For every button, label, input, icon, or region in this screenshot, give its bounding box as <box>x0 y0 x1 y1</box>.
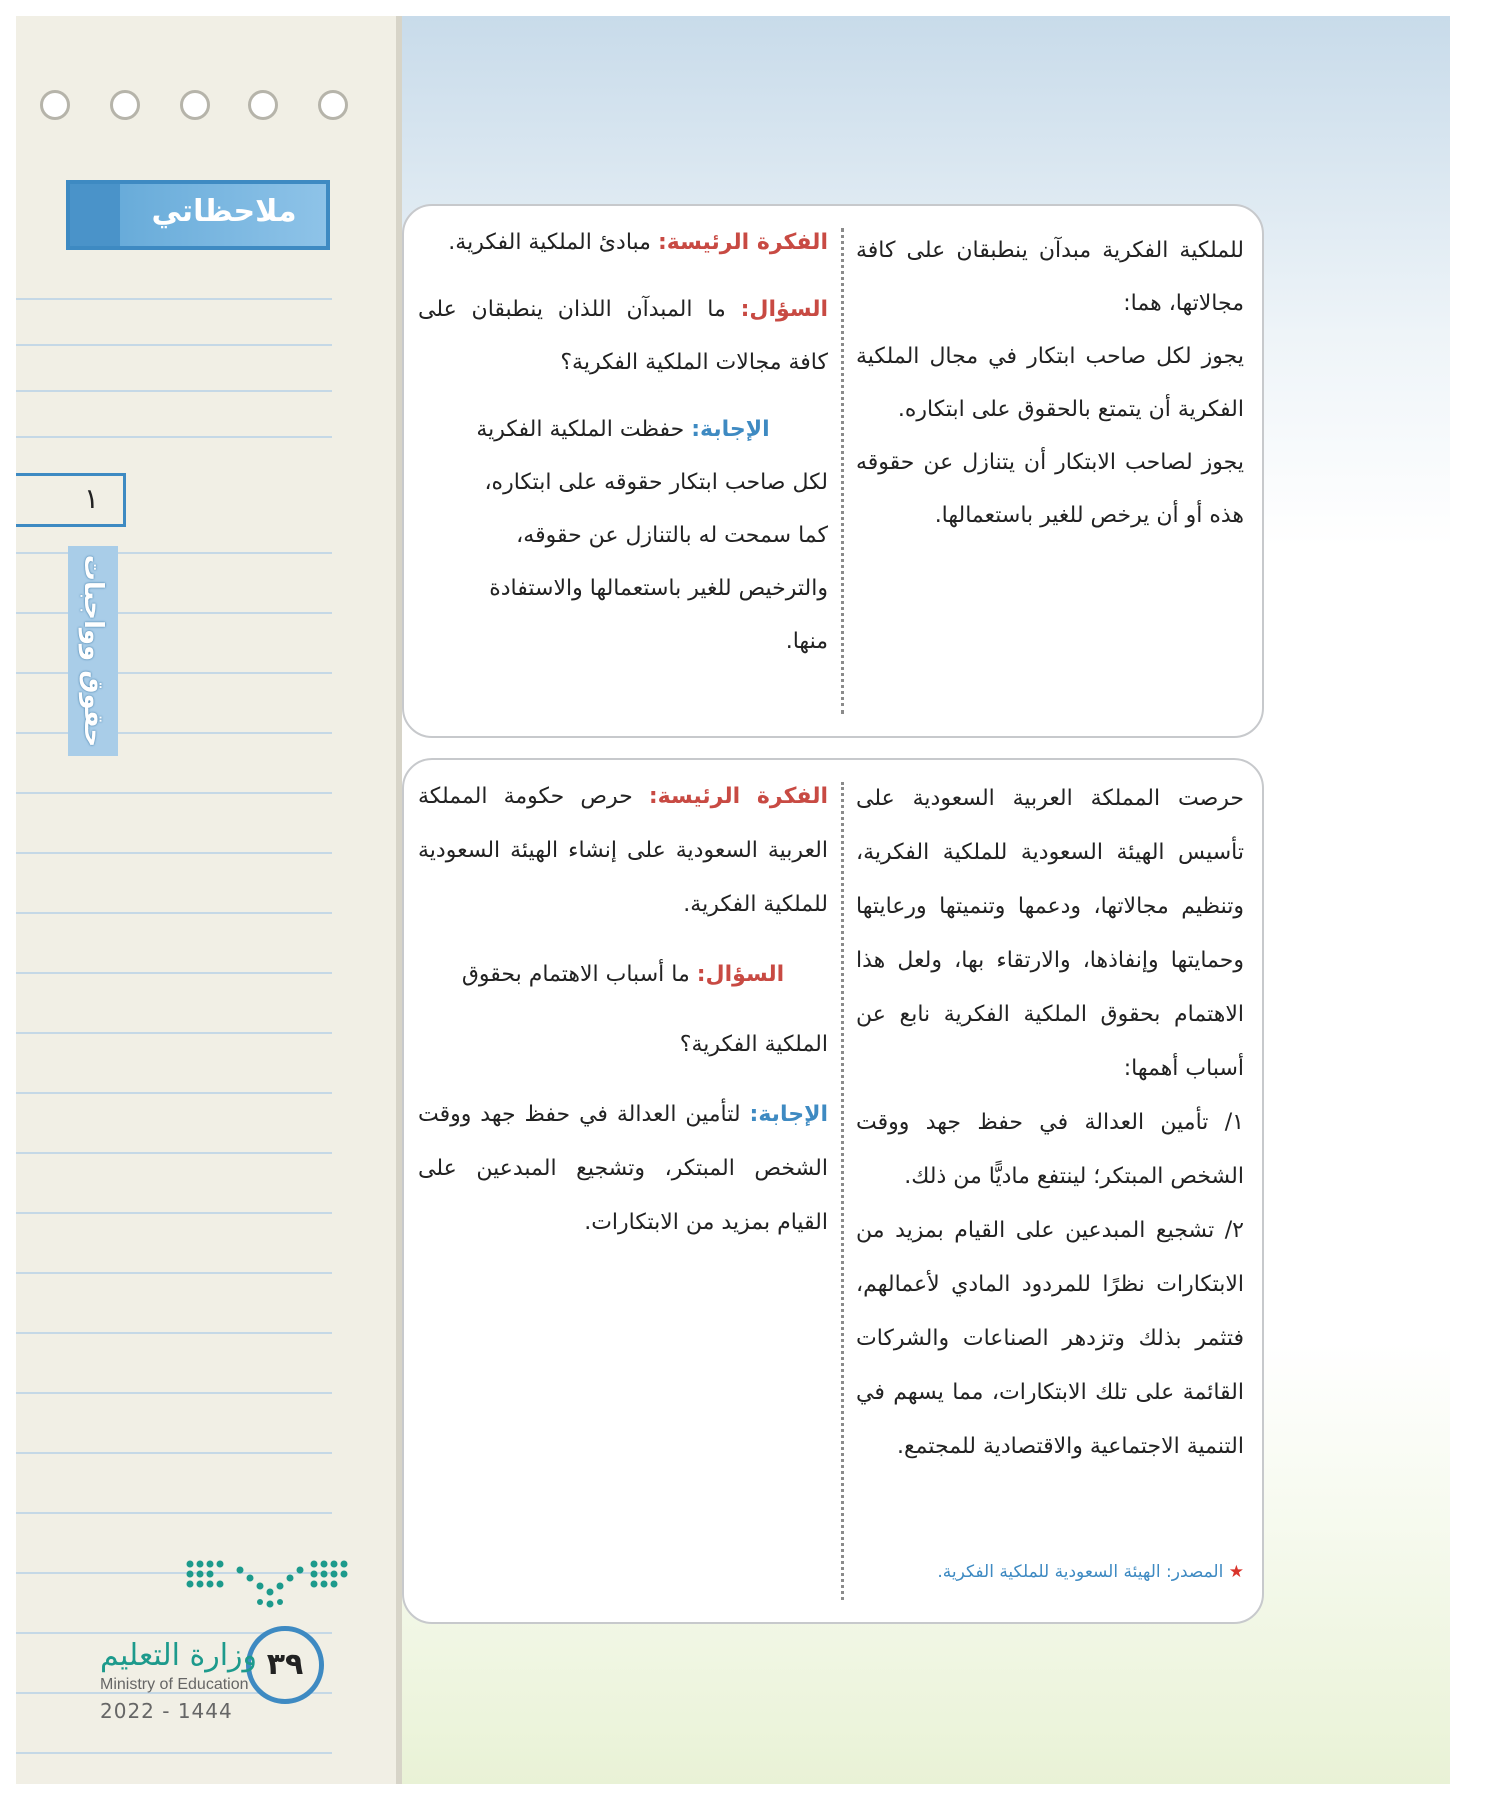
ruled-line <box>16 912 332 914</box>
box1-answer <box>418 403 828 668</box>
question-text: ما أسباب الاهتمام بحقوق <box>461 962 690 987</box>
column-divider <box>841 228 844 714</box>
box2-paragraph-2: ١/ تأمين العدالة في حفظ جهد ووقت الشخص المبتكر؛ لينتفع ماديًّا من ذلك. <box>856 1110 1244 1189</box>
question-label: السؤال: <box>696 962 785 987</box>
ruled-line <box>16 436 332 438</box>
binder-hole <box>248 90 278 120</box>
ruled-line <box>16 672 332 674</box>
ruled-line <box>16 390 332 392</box>
answer-line: كما سمحت له بالتنازل عن حقوقه، <box>516 523 828 548</box>
answer-line: والترخيص للغير باستعمالها والاستفادة <box>489 576 828 601</box>
box2-paragraph-3: ٢/ تشجيع المبدعين على القيام بمزيد من الابتكارات نظرًا للمردود المادي لأعمالهم، فتثمر بذلك وتزدهر الصناعات والشركات القائمة على تلك الابتكارات، مما يسهم في التنمية الاجتماعية والاقتصادية للمجتمع. <box>856 1218 1244 1459</box>
ruled-line <box>16 792 332 794</box>
main-idea-label: الفكرة الرئيسة: <box>657 230 828 255</box>
column-divider <box>841 782 844 1600</box>
answer-label: الإجابة: <box>749 1102 828 1127</box>
ruled-line <box>16 1752 332 1754</box>
star-icon: ★ <box>1228 1562 1244 1582</box>
box2-question <box>418 948 828 1072</box>
question-text: ما المبدآن اللذان ينطبقان على كافة مجالات الملكية الفكرية؟ <box>418 297 828 375</box>
box2-text-column <box>856 772 1244 1474</box>
textbook-page <box>16 16 1450 1784</box>
concept-box-2 <box>402 758 1264 1624</box>
ruled-line <box>16 552 332 554</box>
ruled-line <box>16 1152 332 1154</box>
box2-qa-column <box>418 770 828 1250</box>
source-text: المصدر: الهيئة السعودية للملكية الفكرية. <box>937 1562 1224 1582</box>
ruled-line <box>16 1092 332 1094</box>
unit-number-box <box>16 473 126 527</box>
answer-line <box>418 403 828 456</box>
ruled-line <box>16 1332 332 1334</box>
box1-question <box>418 283 828 389</box>
source-note <box>856 1562 1244 1582</box>
content-area <box>402 16 1450 1784</box>
ruled-line <box>16 852 332 854</box>
box1-main-idea <box>418 216 828 269</box>
notes-header-tab <box>66 180 330 250</box>
binder-hole <box>110 90 140 120</box>
ruled-line <box>16 298 332 300</box>
notes-tab-accent <box>70 184 120 246</box>
box1-paragraph-2: يجوز لكل صاحب ابتكار في مجال الملكية الفكرية أن يتمتع بالحقوق على ابتكاره. <box>856 344 1244 422</box>
ministry-name-arabic: وزارة التعليم <box>100 1638 258 1673</box>
ruled-line <box>16 612 332 614</box>
ruled-line <box>16 1032 332 1034</box>
answer-label: الإجابة: <box>691 417 770 442</box>
answer-line: منها. <box>785 629 828 654</box>
ruled-line <box>16 1272 332 1274</box>
ruled-line <box>16 1212 332 1214</box>
vision-logo-dots <box>184 1556 354 1616</box>
ruled-line <box>16 732 332 734</box>
main-idea-text: مبادئ الملكية الفكرية. <box>448 230 651 255</box>
box1-qa-column <box>418 216 828 668</box>
ruled-line <box>16 1512 332 1514</box>
box2-paragraph-1: حرصت المملكة العربية السعودية على تأسيس الهيئة السعودية للملكية الفكرية، وتنظيم مجالاتها، ودعمها وتنميتها ورعايتها وحمايتها وإنفاذها، والارتقاء بها، ولعل هذا الاهتمام بحقوق الملكية الفكرية نابع عن أسباب أهمها: <box>856 786 1244 1081</box>
box2-answer <box>418 1088 828 1250</box>
binder-hole <box>40 90 70 120</box>
question-line: الملكية الفكرية؟ <box>679 1032 828 1057</box>
ministry-year: 2022 - 1444 <box>100 1699 233 1723</box>
question-label: السؤال: <box>740 297 829 322</box>
ministry-name-english: Ministry of Education <box>100 1676 249 1693</box>
ruled-line <box>16 972 332 974</box>
box1-paragraph-3: يجوز لصاحب الابتكار أن يتنازل عن حقوقه هذه أو أن يرخص للغير باستعمالها. <box>856 450 1244 528</box>
answer-text: حفظت الملكية الفكرية <box>476 417 685 442</box>
page-number: ٣٩ <box>246 1626 324 1704</box>
notes-title: ملاحظاتي <box>151 194 297 229</box>
main-idea-label: الفكرة الرئيسة: <box>648 784 828 809</box>
main-idea-text: حرص حكومة المملكة العربية السعودية على إنشاء الهيئة السعودية للملكية الفكرية. <box>418 784 828 917</box>
binder-hole <box>180 90 210 120</box>
box1-paragraph-1: للملكية الفكرية مبدآن ينطبقان على كافة مجالاتها، هما: <box>856 238 1244 316</box>
unit-title-tab <box>68 546 118 756</box>
binder-hole <box>318 90 348 120</box>
notes-sidebar <box>16 16 402 1784</box>
answer-line: لكل صاحب ابتكار حقوقه على ابتكاره، <box>484 470 828 495</box>
ruled-line <box>16 1452 332 1454</box>
ruled-line <box>16 1392 332 1394</box>
ruled-line <box>16 344 332 346</box>
question-line <box>418 948 828 1002</box>
concept-box-1 <box>402 204 1264 738</box>
unit-number: ١ <box>84 482 100 515</box>
box1-text-column <box>856 224 1244 542</box>
box2-main-idea <box>418 770 828 932</box>
answer-text: لتأمين العدالة في حفظ جهد ووقت الشخص المبتكر، وتشجيع المبدعين على القيام بمزيد من الابتكارات. <box>418 1102 828 1235</box>
unit-title: حقوق وواجبات <box>78 554 108 748</box>
